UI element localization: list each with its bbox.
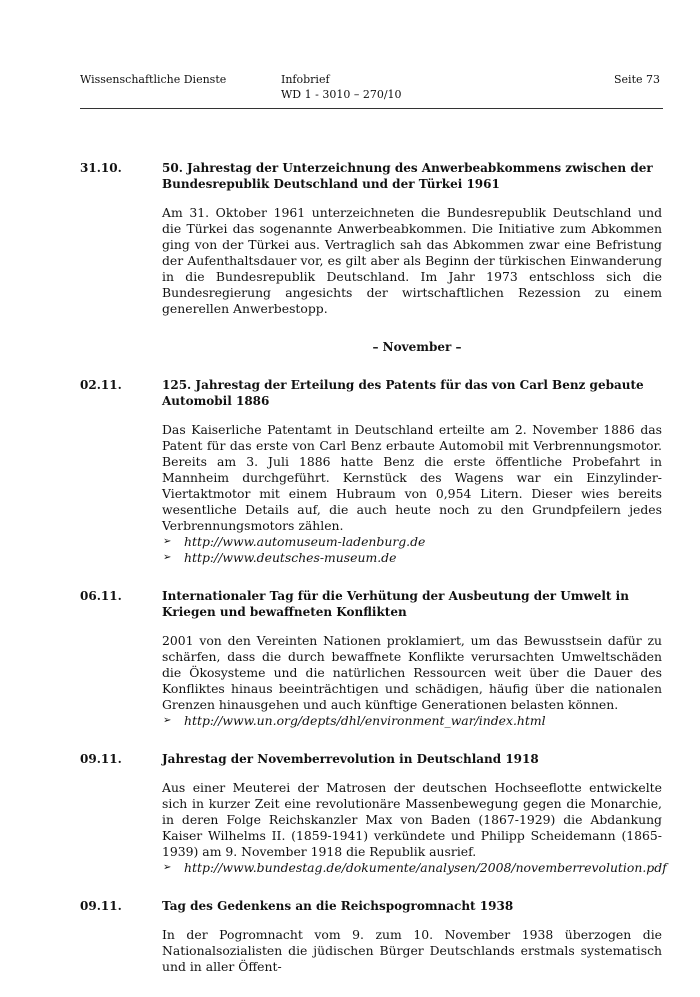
entry-date: 06.11. — [80, 589, 122, 603]
entry-title: Jahrestag der Novemberrevolution in Deutschland 1918 — [162, 752, 539, 766]
calendar-entry — [80, 751, 667, 876]
entry-body: 2001 von den Vereinten Nationen proklamiert, um das Bewusstsein dafür zu schärfen, dass die durch bewaffnete Konflikte verursachten Umweltschäden die Ökosysteme und die natürlichen Ressourcen weit über die Dauer des Konfliktes hinaus beeinträchtigen und schädigen, häufig über die nationalen Grenzen hinausgehen und auch künftige Generationen belasten können. — [162, 633, 662, 712]
link-item — [163, 713, 662, 729]
entry-title: Internationaler Tag für die Verhütung der Ausbeutung der Umwelt in Kriegen und bewaffneten Konflikten — [162, 589, 629, 619]
link-url[interactable]: http://www.un.org/depts/dhl/environment_war/index.html — [184, 713, 546, 728]
header-doc-type: Infobrief — [281, 73, 330, 86]
page-content — [80, 160, 667, 997]
header-page-number: Seite 73 — [614, 73, 660, 86]
link-url[interactable]: http://www.bundestag.de/dokumente/analysen/2008/novemberrevolution.pdf — [184, 860, 667, 875]
calendar-entry — [80, 588, 662, 729]
link-url[interactable]: http://www.automuseum-ladenburg.de — [184, 534, 426, 549]
entry-date: 09.11. — [80, 752, 122, 766]
link-item — [163, 534, 662, 550]
entry-body: Am 31. Oktober 1961 unterzeichneten die Bundesrepublik Deutschland und die Türkei das sogenannte Anwerbeabkommen. Die Initiative zum Abkommen ging von der Türkei aus. Vertraglich sah das Abkommen zwar eine Befristung der Aufenthaltsdauer vor, es gilt aber als Beginn der türkischen Einwanderung in die Bundesrepublik Deutschland. Im Jahr 1973 entschloss sich die Bundesregierung angesichts der wirtschaftlichen Rezession zu einem generellen Anwerbestopp. — [162, 205, 662, 316]
link-url[interactable]: http://www.deutsches-museum.de — [184, 550, 397, 565]
link-item — [163, 860, 667, 876]
entry-date: 09.11. — [80, 899, 122, 913]
header-rule — [80, 108, 663, 109]
link-list — [163, 534, 662, 566]
arrow-bullet-icon: ➢ — [163, 552, 172, 563]
header-document-info — [281, 72, 402, 102]
entry-title: Tag des Gedenkens an die Reichspogromnacht 1938 — [162, 899, 514, 913]
header-organization: Wissenschaftliche Dienste — [80, 73, 227, 86]
entry-date: 02.11. — [80, 378, 122, 392]
link-list — [163, 860, 667, 876]
arrow-bullet-icon: ➢ — [163, 536, 172, 547]
calendar-entry — [80, 898, 662, 975]
arrow-bullet-icon: ➢ — [163, 862, 172, 873]
link-item — [163, 550, 662, 566]
entry-body: Aus einer Meuterei der Matrosen der deutschen Hochseeflotte entwickelte sich in kurzer Zeit eine revolutionäre Massenbewegung gegen die Monarchie, in deren Folge Reichskanzler Max von Baden (1867-1929) die Abdankung Kaiser Wilhelms II. (1859-1941) verkündete und Philipp Scheidemann (1865-1939) am 9. November 1918 die Republik ausrief. — [162, 780, 662, 859]
entry-body: Das Kaiserliche Patentamt in Deutschland erteilte am 2. November 1886 das Patent für das erste von Carl Benz erbaute Automobil mit Verbrennungsmotor. Bereits am 3. Juli 1886 hatte Benz die erste öffentliche Probefahrt in Mannheim durchgeführt. Kernstück des Wagens war ein Einzylinder-Viertaktmotor mit einem Hubraum von 0,954 Litern. Dieser wies bereits wesentliche Details auf, die auch heute noch zu den Grundpfeilern jedes Verbrennungsmotors zählen. — [162, 422, 662, 533]
calendar-entry — [80, 160, 662, 317]
calendar-entry — [80, 377, 662, 566]
month-heading: – November – — [372, 340, 462, 354]
entry-title: 50. Jahrestag der Unterzeichnung des Anwerbeabkommens zwischen der Bundesrepublik Deutschland und der Türkei 1961 — [162, 161, 653, 191]
entry-title: 125. Jahrestag der Erteilung des Patents für das von Carl Benz gebaute Automobil 1886 — [162, 378, 644, 408]
header-doc-id: WD 1 - 3010 – 270/10 — [281, 88, 402, 101]
arrow-bullet-icon: ➢ — [163, 715, 172, 726]
entry-date: 31.10. — [80, 161, 122, 175]
entry-body: In der Pogromnacht vom 9. zum 10. November 1938 überzogen die Nationalsozialisten die jüdischen Bürger Deutschlands erstmals systematisch und in aller Öffent- — [162, 927, 662, 974]
link-list — [163, 713, 662, 729]
